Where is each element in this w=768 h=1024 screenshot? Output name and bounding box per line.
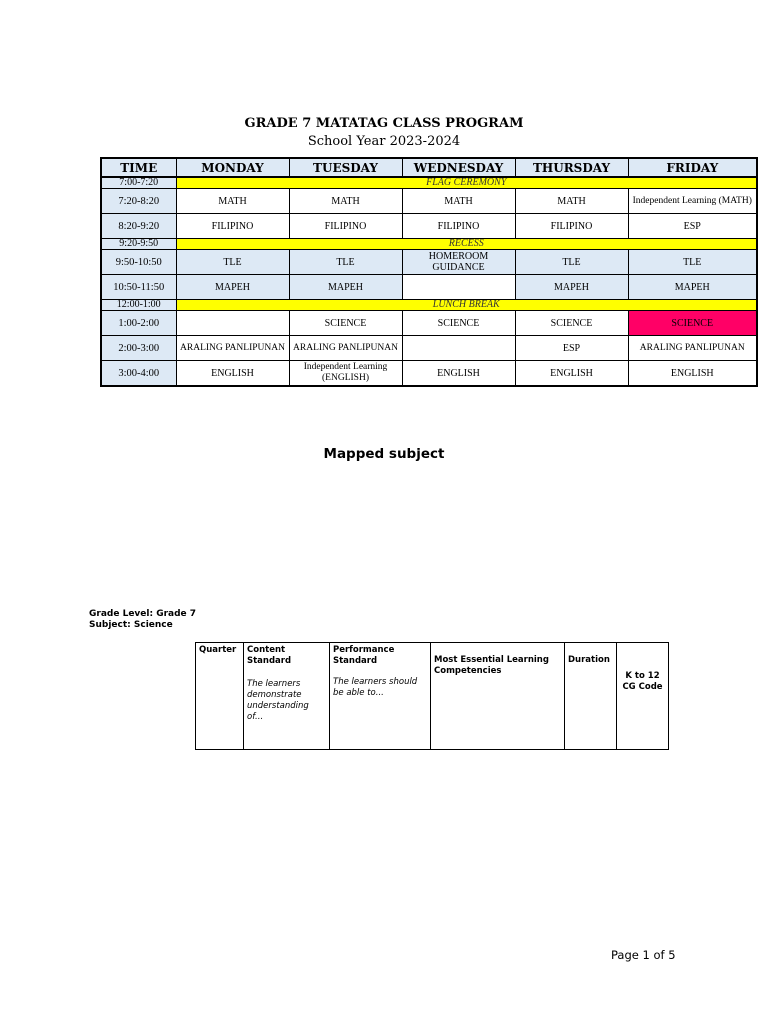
subject-cell: SCIENCE	[515, 311, 628, 336]
lunch-break-band: LUNCH BREAK	[176, 300, 757, 311]
header-monday: MONDAY	[176, 158, 289, 177]
subject-cell: ESP	[515, 336, 628, 361]
subject-cell: ESP	[628, 214, 757, 239]
subject-cell: MATH	[289, 189, 402, 214]
time-cell: 1:00-2:00	[101, 311, 176, 336]
subject-cell: TLE	[176, 250, 289, 275]
header-friday: FRIDAY	[628, 158, 757, 177]
subject-cell: ENGLISH	[515, 361, 628, 387]
schedule-row	[101, 189, 757, 214]
subject-cell: ENGLISH	[402, 361, 515, 387]
performance-standard-header: Performance Standard The learners should be able to...	[330, 643, 431, 750]
subject-cell: MAPEH	[515, 275, 628, 300]
schedule-row	[101, 214, 757, 239]
flag-ceremony-band: FLAG CEREMONY	[176, 177, 757, 189]
subject-cell: Independent Learning (MATH)	[628, 189, 757, 214]
time-cell: 2:00-3:00	[101, 336, 176, 361]
subject-cell: ARALING PANLIPUNAN	[176, 336, 289, 361]
schedule-row	[101, 311, 757, 336]
subject-cell: FILIPINO	[402, 214, 515, 239]
subject-cell	[176, 311, 289, 336]
subject-cell: FILIPINO	[515, 214, 628, 239]
time-cell: 3:00-4:00	[101, 361, 176, 387]
cg-code-header: K to 12 CG Code	[617, 643, 669, 750]
header-wednesday: WEDNESDAY	[402, 158, 515, 177]
schedule-row	[101, 250, 757, 275]
duration-header: Duration	[565, 643, 617, 750]
header-thursday: THURSDAY	[515, 158, 628, 177]
grade-level-label: Grade Level: Grade 7	[89, 609, 197, 619]
content-standard-header: Content Standard The learners demonstrate understanding of...	[244, 643, 330, 750]
subject-cell: FILIPINO	[176, 214, 289, 239]
subject-cell: MAPEH	[628, 275, 757, 300]
time-cell: 8:20-9:20	[101, 214, 176, 239]
subject-cell: SCIENCE	[289, 311, 402, 336]
class-schedule-table	[100, 157, 758, 387]
header-tuesday: TUESDAY	[289, 158, 402, 177]
mapped-header-row	[196, 643, 669, 750]
header-time: TIME	[101, 158, 176, 177]
mapped-subject-table	[195, 642, 669, 750]
subject-cell: MAPEH	[176, 275, 289, 300]
subject-cell	[402, 275, 515, 300]
time-cell: 9:20-9:50	[101, 239, 176, 250]
schedule-row	[101, 361, 757, 387]
subject-cell: MATH	[402, 189, 515, 214]
time-cell: 7:20-8:20	[101, 189, 176, 214]
subject-label: Subject: Science	[89, 620, 173, 630]
subject-cell: MATH	[515, 189, 628, 214]
content-standard-note: The learners demonstrate understanding of...	[247, 679, 309, 722]
schedule-header-row	[101, 158, 757, 177]
subject-cell: FILIPINO	[289, 214, 402, 239]
subject-cell: SCIENCE	[402, 311, 515, 336]
schedule-row	[101, 336, 757, 361]
schedule-row-recess	[101, 239, 757, 250]
subject-cell: MATH	[176, 189, 289, 214]
time-cell: 9:50-10:50	[101, 250, 176, 275]
subject-cell: TLE	[628, 250, 757, 275]
mapped-subject-heading: Mapped subject	[323, 446, 445, 462]
schedule-row-lunch-break	[101, 300, 757, 311]
subject-cell	[402, 336, 515, 361]
subject-cell: ENGLISH	[176, 361, 289, 387]
subject-cell: HOMEROOM GUIDANCE	[402, 250, 515, 275]
document-title: GRADE 7 MATATAG CLASS PROGRAM	[244, 116, 524, 131]
subject-cell-highlighted: SCIENCE	[628, 311, 757, 336]
time-cell: 12:00-1:00	[101, 300, 176, 311]
melc-header: Most Essential Learning Competencies	[431, 643, 565, 750]
performance-standard-note: The learners should be able to...	[333, 677, 418, 698]
quarter-header: Quarter	[196, 643, 244, 750]
subject-cell: TLE	[515, 250, 628, 275]
subject-cell: TLE	[289, 250, 402, 275]
page-number: Page 1 of 5	[611, 948, 676, 962]
time-cell: 7:00-7:20	[101, 177, 176, 189]
time-cell: 10:50-11:50	[101, 275, 176, 300]
recess-band: RECESS	[176, 239, 757, 250]
subject-cell: ARALING PANLIPUNAN	[628, 336, 757, 361]
subject-cell: MAPEH	[289, 275, 402, 300]
schedule-row-flag-ceremony	[101, 177, 757, 189]
subject-cell: Independent Learning (ENGLISH)	[289, 361, 402, 387]
subject-cell: ENGLISH	[628, 361, 757, 387]
schedule-row	[101, 275, 757, 300]
document-subtitle: School Year 2023-2024	[307, 134, 461, 149]
subject-cell: ARALING PANLIPUNAN	[289, 336, 402, 361]
